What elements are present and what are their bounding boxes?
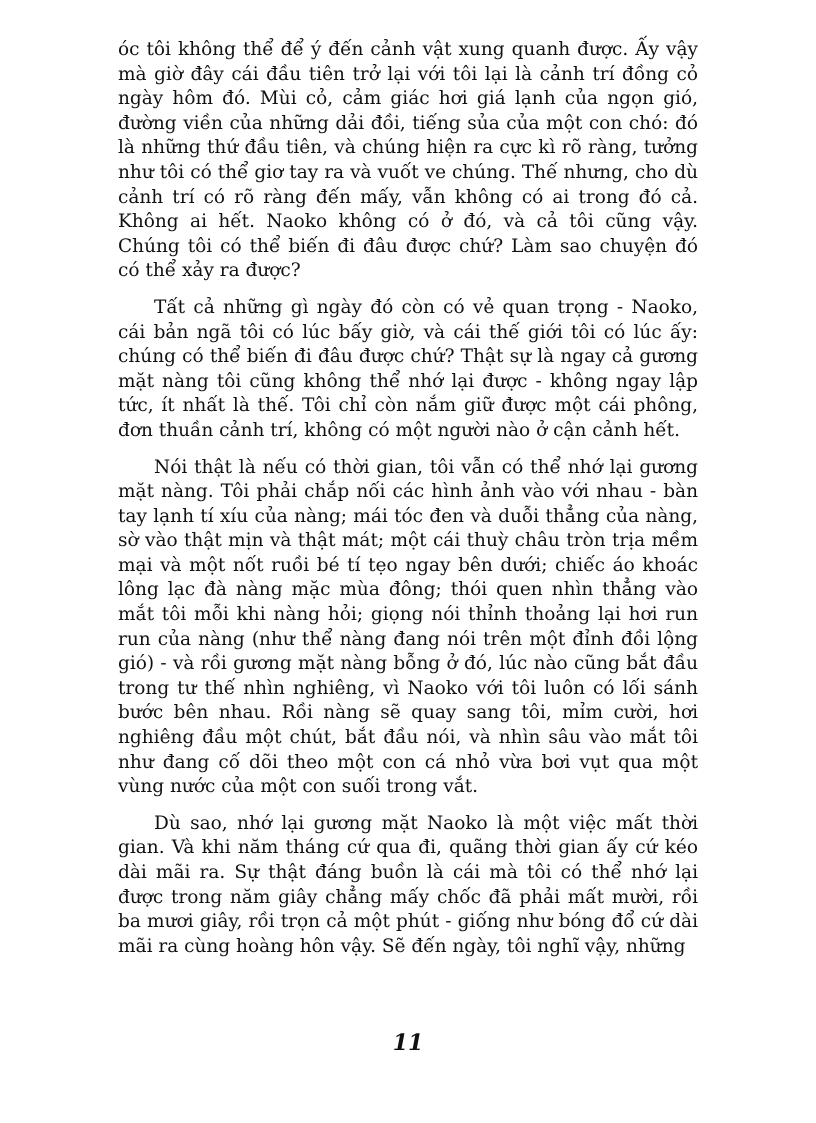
- paragraph-4: Dù sao, nhớ lại gương mặt Naoko là một việc mất thời gian. Và khi năm tháng cứ qua đi, quãng thời gian ấy cứ kéo dài mãi ra. Sự thật đáng buồn là cái mà tôi có thể nhớ lại được trong năm giây chẳng mấy chốc đã phải mất mười, rồi ba mươi giây, rồi trọn cả một phút - giống như bóng đổ cứ dài mãi ra cùng hoàng hôn vậy. Sẽ đến ngày, tôi nghĩ vậy, những: [118, 812, 698, 957]
- page-number: 11: [392, 1030, 424, 1056]
- paragraph-2: Tất cả những gì ngày đó còn có vẻ quan trọng - Naoko, cái bản ngã tôi có lúc bấy giờ, và cái thế giới tôi có lúc ấy: chúng có thể biến đi đâu được chứ? Thật sự là ngay cả gương mặt nàng tôi cũng không thể nhớ lại được - không ngay lập tức, ít nhất là thế. Tôi chỉ còn nắm giữ được một cái phông, đơn thuần cảnh trí, không có một người nào ở cận cảnh hết.: [118, 296, 698, 441]
- page-body: [118, 38, 698, 971]
- paragraph-3: Nói thật là nếu có thời gian, tôi vẫn có thể nhớ lại gương mặt nàng. Tôi phải chắp nối các hình ảnh vào với nhau - bàn tay lạnh tí xíu của nàng; mái tóc đen và duỗi thẳng của nàng, sờ vào thật mịn và thật mát; một cái thuỳ châu tròn trịa mềm mại và một nốt ruồi bé tí tẹo ngay bên dưới; chiếc áo khoác lông lạc đà nàng mặc mùa đông; thói quen nhìn thẳng vào mắt tôi mỗi khi nàng hỏi; giọng nói thỉnh thoảng lại hơi run run của nàng (như thể nàng đang nói trên một đỉnh đồi lộng gió) - và rồi gương mặt nàng bỗng ở đó, lúc nào cũng bắt đầu trong tư thế nhìn nghiêng, vì Naoko với tôi luôn có lối sánh bước bên nhau. Rồi nàng sẽ quay sang tôi, mỉm cười, hơi nghiêng đầu một chút, bắt đầu nói, và nhìn sâu vào mắt tôi như đang cố dõi theo một con cá nhỏ vừa bơi vụt qua một vùng nước của một con suối trong vắt.: [118, 456, 698, 798]
- paragraph-1: óc tôi không thể để ý đến cảnh vật xung quanh được. Ấy vậy mà giờ đây cái đầu tiên trở lại với tôi lại là cảnh trí đồng cỏ ngày hôm đó. Mùi cỏ, cảm giác hơi giá lạnh của ngọn gió, đường viền của những dải đồi, tiếng sủa của một con chó: đó là những thứ đầu tiên, và chúng hiện ra cực kì rõ ràng, tưởng như tôi có thể giơ tay ra và vuốt ve chúng. Thế nhưng, cho dù cảnh trí có rõ ràng đến mấy, vẫn không có ai trong đó cả. Không ai hết. Naoko không có ở đó, và cả tôi cũng vậy. Chúng tôi có thể biến đi đâu được chứ? Làm sao chuyện đó có thể xảy ra được?: [118, 39, 698, 282]
